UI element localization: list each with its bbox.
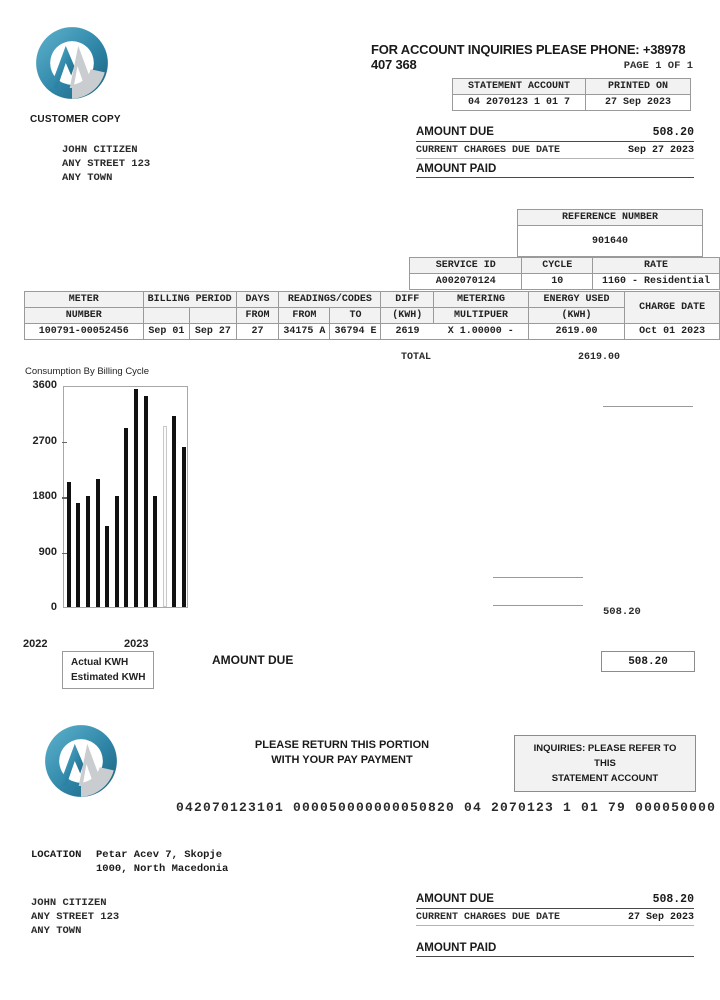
charge-date-header: CHARGE DATE <box>625 292 720 324</box>
period-to-header <box>190 308 237 324</box>
location-line2: 1000, North Macedonia <box>96 863 229 875</box>
chart-ytick-1800: 1800 <box>32 490 57 502</box>
metering-header: METERING <box>434 292 529 308</box>
diff-kwh-header: (KWH) <box>381 308 434 324</box>
location-line1: Petar Acev 7, Skopje <box>96 849 223 861</box>
days-value: 27 <box>236 324 279 340</box>
due-date-value: Sep 27 2023 <box>627 145 694 156</box>
rate-header: RATE <box>593 258 720 274</box>
location-label: LOCATION <box>31 849 82 861</box>
micr-line: 042070123101 000050000000050820 04 2070123 1 01 79 000050000 <box>176 800 717 815</box>
energy-used-kwh-header: (KWH) <box>528 308 625 324</box>
return-portion-line2: WITH YOUR PAY PAYMENT <box>271 754 413 766</box>
amount-paid-bottom-label: AMOUNT PAID <box>416 942 497 954</box>
table-row <box>25 324 720 340</box>
reading-to-value: 36794 E <box>330 324 381 340</box>
billing-period-header: BILLING PERIOD <box>143 292 236 308</box>
reading-to-header: TO <box>330 308 381 324</box>
consumption-bar-chart <box>25 379 205 632</box>
amount-due-mid-box <box>601 651 695 672</box>
amount-due-label: AMOUNT DUE <box>416 126 494 138</box>
account-inquiries-phone: FOR ACCOUNT INQUIRIES PLEASE PHONE: +38978 407 368 <box>371 42 686 72</box>
inquiries-line2: STATEMENT ACCOUNT <box>551 773 659 784</box>
sub-total-rule <box>493 577 583 578</box>
reference-number-value: 901640 <box>518 226 703 257</box>
chart-title: Consumption By Billing Cycle <box>25 366 150 377</box>
amount-due-bottom-label: AMOUNT DUE <box>416 893 494 905</box>
multiplier-value: X 1.00000 - <box>434 324 529 340</box>
meter-total-value: 2619.00 <box>578 352 621 363</box>
reference-number-header: REFERENCE NUMBER <box>518 210 703 226</box>
chart-bar <box>182 447 186 607</box>
customer-address-line2: ANY TOWN <box>62 172 113 184</box>
stub-customer-address <box>31 896 119 938</box>
chart-bar <box>172 416 176 607</box>
customer-address-line1: ANY STREET 123 <box>62 158 151 170</box>
chart-bar <box>115 496 119 607</box>
chart-bar <box>124 428 128 607</box>
customer-name: JOHN CITIZEN <box>62 144 138 156</box>
amount-due-bottom-value: 508.20 <box>652 893 694 906</box>
meter-reading-table <box>24 291 720 340</box>
return-portion-line1: PLEASE RETURN THIS PORTION <box>254 739 430 751</box>
due-date-bottom-value: 27 Sep 2023 <box>627 912 694 923</box>
cycle-value: 10 <box>522 274 593 290</box>
chart-legend <box>62 651 154 689</box>
readings-codes-header: READINGS/CODES <box>279 292 381 308</box>
service-id-header: SERVICE ID <box>410 258 522 274</box>
chart-bar <box>67 482 71 607</box>
rate-value: 1160 - Residential <box>593 274 720 290</box>
amount-due-top-block <box>416 126 694 178</box>
chart-bar <box>105 526 109 607</box>
days-sub-header: FROM <box>236 308 279 324</box>
customer-address-block <box>62 143 150 185</box>
metering-multiplier-header: MULTIPUER <box>434 308 529 324</box>
service-rate-table <box>409 257 720 290</box>
chart-ytick-0: 0 <box>50 601 57 613</box>
chart-bar <box>134 389 138 607</box>
amount-due-mid-value: 508.20 <box>628 655 668 668</box>
chart-bar <box>96 479 100 607</box>
company-logo <box>33 24 111 107</box>
stub-customer-name: JOHN CITIZEN <box>31 897 107 909</box>
chart-ytick-2700: 2700 <box>32 434 57 447</box>
diff-kwh-value: 2619 <box>381 324 434 340</box>
energy-used-value: 2619.00 <box>528 324 625 340</box>
chart-bar <box>76 503 80 607</box>
return-portion-text <box>222 738 462 768</box>
meter-header: METER <box>25 292 144 308</box>
current-billing-total: 508.20 <box>603 606 641 618</box>
printed-on-header: PRINTED ON <box>586 79 691 95</box>
chart-bar <box>144 396 148 607</box>
chart-ytick-3600: 3600 <box>32 379 57 391</box>
printed-on-value: 27 Sep 2023 <box>586 95 691 111</box>
chart-ytick-mark <box>62 442 67 444</box>
reading-from-header: FROM <box>279 308 330 324</box>
energy-used-header: ENERGY USED <box>528 292 625 308</box>
chart-ytick-mark <box>62 553 67 555</box>
charge-date-value: Oct 01 2023 <box>625 324 720 340</box>
amount-due-bottom-block <box>416 893 694 957</box>
period-from-value: Sep 01 <box>143 324 190 340</box>
balance-forward-rule <box>603 406 693 407</box>
reading-from-value: 34175 A <box>279 324 330 340</box>
service-id-value: A002070124 <box>410 274 522 290</box>
chart-bar <box>86 496 90 607</box>
period-to-value: Sep 27 <box>190 324 237 340</box>
period-from-header <box>143 308 190 324</box>
customer-copy-label: CUSTOMER COPY <box>30 114 121 125</box>
chart-xlabel-2023: 2023 <box>124 638 149 650</box>
statement-account-value: 04 2070123 1 01 7 <box>453 95 586 111</box>
chart-bar <box>153 496 157 607</box>
stub-customer-line2: ANY TOWN <box>31 925 82 937</box>
meter-number-header: NUMBER <box>25 308 144 324</box>
current-billing-rule <box>493 605 583 606</box>
stub-customer-line1: ANY STREET 123 <box>31 911 120 923</box>
reference-number-table <box>517 209 703 257</box>
chart-bar <box>163 426 167 607</box>
amount-due-value: 508.20 <box>652 126 694 139</box>
legend-item-actual: Actual KWH <box>71 657 129 668</box>
amount-due-mid-label: AMOUNT DUE <box>212 653 294 667</box>
days-header: DAYS <box>236 292 279 308</box>
company-logo-footer <box>42 722 120 805</box>
chart-ytick-mark <box>62 497 67 499</box>
cycle-header: CYCLE <box>522 258 593 274</box>
inquiries-box <box>514 735 696 792</box>
statement-account-header: STATEMENT ACCOUNT <box>453 79 586 95</box>
location-address <box>96 849 228 875</box>
amount-paid-label: AMOUNT PAID <box>416 163 497 175</box>
chart-plot-area <box>63 386 188 608</box>
meter-total-label: TOTAL <box>401 352 432 363</box>
page-number: PAGE 1 OF 1 <box>623 60 693 72</box>
statement-account-table <box>452 78 691 111</box>
diff-header: DIFF <box>381 292 434 308</box>
chart-xlabel-2022: 2022 <box>23 638 48 650</box>
due-date-bottom-label: CURRENT CHARGES DUE DATE <box>416 912 561 923</box>
legend-item-estimated: Estimated KWH <box>71 672 146 683</box>
due-date-label: CURRENT CHARGES DUE DATE <box>416 145 561 156</box>
chart-ytick-900: 900 <box>38 545 57 558</box>
meter-number-value: 100791-00052456 <box>25 324 144 340</box>
inquiries-line1: INQUIRIES: PLEASE REFER TO THIS <box>533 743 677 769</box>
